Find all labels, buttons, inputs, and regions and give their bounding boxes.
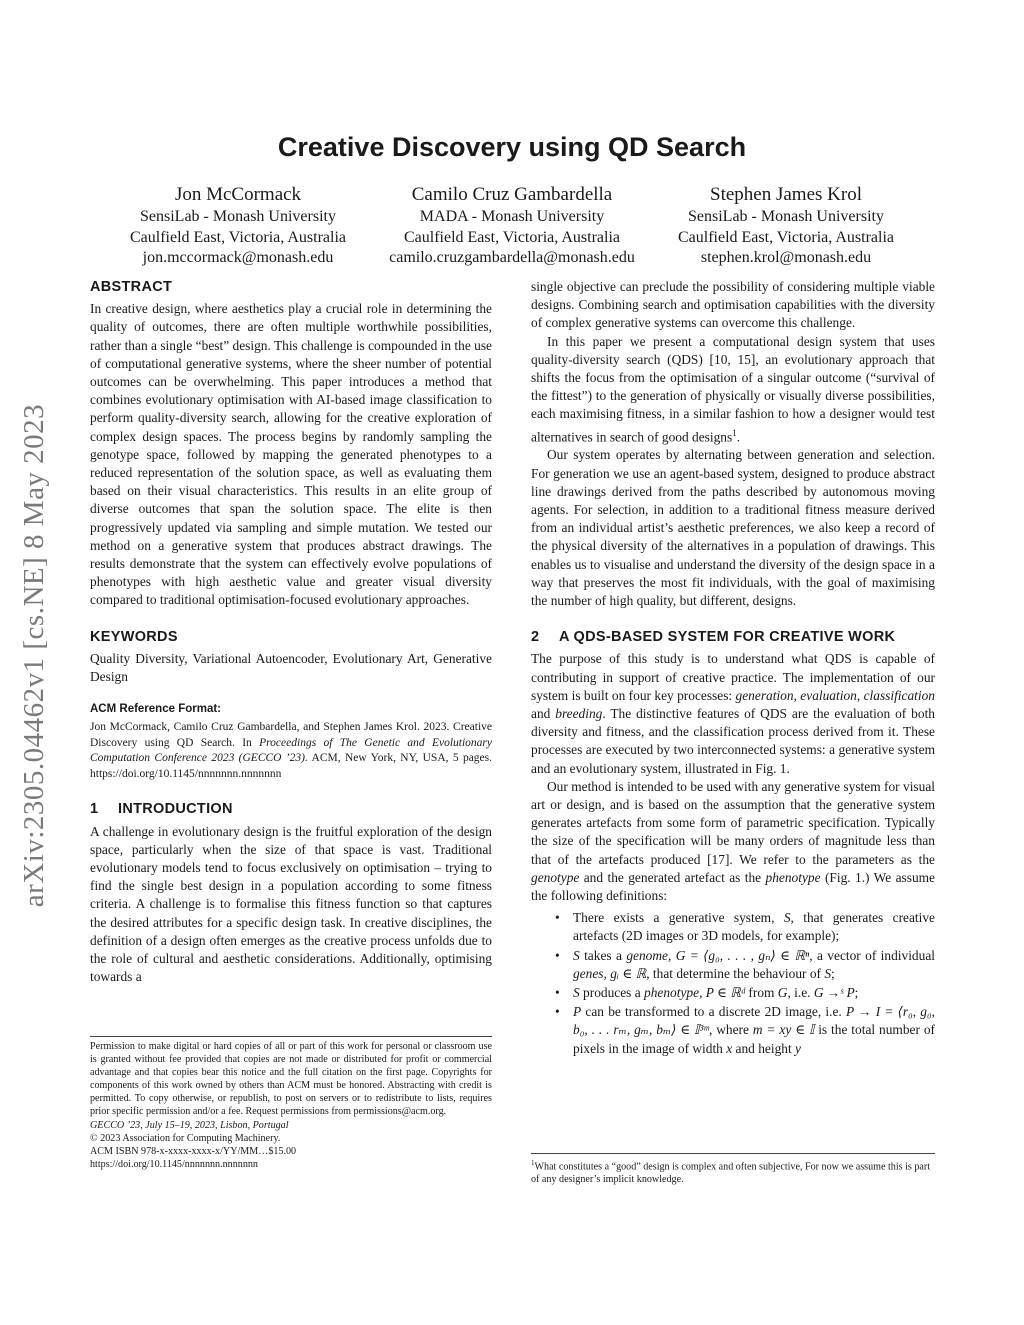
text-run: , a vector of individual	[809, 947, 935, 963]
definition-item	[531, 947, 935, 983]
section-number: 1	[90, 801, 99, 818]
emphasis: genotype	[531, 869, 580, 885]
text-run: is the total number of pixels in the image of width	[573, 1022, 935, 1056]
math: S	[573, 947, 580, 963]
intro-paragraph-2-end: .	[736, 429, 741, 445]
doi-link[interactable]: https://doi.org/10.1145/nnnnnnn.nnnnnnn	[90, 1158, 258, 1170]
author-name: Camilo Cruz Gambardella	[411, 184, 613, 205]
author-2	[376, 183, 648, 269]
section-2-heading	[531, 628, 935, 646]
text-run: and	[531, 705, 556, 721]
footnote-text: What constitutes a “good” design is complex and often subjective, For now we assume this is part of any designer’s implicit knowledge.	[531, 1161, 931, 1186]
paper-title: Creative Discovery using QD Search	[277, 132, 747, 162]
math: , P ∈ ℝᵈ	[699, 984, 746, 1000]
intro-paragraph-1: A challenge in evolutionary design is the fruitful exploration of the design space, particularly when the size of that space is vast. Traditional evolutionary models tend to focus exclusively on optimisation – trying to find the single best design in a population according to some fitness criteria. A challenge is to formalise this fitness function so that captures the desired attributes for a specific design task. In creative disciplines, the definition of a design often emerges as the creative process unfolds due to the role of cultural and aesthetic considerations. Additionally, optimising towards a	[90, 823, 492, 985]
footnote-number: 1	[531, 1159, 535, 1167]
author-affiliation: SensiLab - Monash University	[140, 208, 336, 225]
intro-paragraph-3: Our system operates by alternating between generation and selection. For generation we use an agent-based system, designed to produce abstract line drawings derived from the paths described by autonomous moving agents. For selection, in addition to a traditional fitness measure derived from an individual artist’s aesthetic preferences, we also keep a record of the physical diversity of the alternatives in a population of drawings. This enables us to visualise and understand the diversity of the design space in a way that preserves the most fit individuals, with the goal of maximising the number of high quality, but different, designs.	[531, 447, 935, 608]
text-run: ;	[831, 965, 835, 981]
left-column	[90, 278, 492, 987]
emphasis: genes	[573, 965, 604, 981]
section-2-paragraph-2	[531, 778, 935, 905]
acm-reference-details: ACM, New York, NY, USA, 5 pages. https://doi.org/10.1145/nnnnnnn.nnnnnnn	[90, 752, 492, 780]
acm-reference-heading: ACM Reference Format:	[90, 703, 221, 716]
isbn-line: ACM ISBN 978-x-xxxx-xxxx-x/YY/MM…$15.00	[90, 1145, 297, 1157]
keywords-text: Quality Diversity, Variational Autoencoder, Evolutionary Art, Generative Design	[90, 650, 492, 685]
author-name: Jon McCormack	[174, 184, 302, 205]
permission-text: Permission to make digital or hard copies of all or part of this work for personal or classroom use is granted without fee provided that copies are not made or distributed for profit or commercial advantage and that copies bear this notice and the full citation on the first page. Copyrights for components of this work owned by others than ACM must be honored. Abstracting with credit is permitted. To copy otherwise, or republish, to post on servers or to redistribute to lists, requires prior specific permission and/or a fee. Request permissions from permissions@acm.org.	[90, 1041, 492, 1118]
intro-paragraph-2-text: In this paper we present a computational design system that uses quality-diversity search (QDS) [10, 15], an evolutionary approach that shifts the focus from the optimisation of a singular outcome (“survival of the fittest”) to the generation of physically or visually diverse possibilities, each maximising fitness, in a similar fashion to how a designer would test alternatives in search of good designs	[531, 333, 935, 445]
section-number: 2	[531, 629, 540, 646]
text-run: produces a	[579, 984, 645, 1000]
author-location: Caulfield East, Victoria, Australia	[677, 228, 895, 246]
text-run: , that determine the behaviour of	[646, 965, 825, 981]
author-affiliation: MADA - Monash University	[419, 208, 605, 225]
math: m = xy ∈ 𝕀	[752, 1022, 815, 1038]
definition-item	[531, 909, 935, 945]
text-run: (Fig. 1.) We assume the following definitions:	[531, 869, 936, 903]
math: P	[573, 1004, 582, 1020]
text-run: , where	[708, 1022, 753, 1038]
emphasis: breeding	[555, 705, 603, 721]
arxiv-identifier-sidebar	[4, 350, 66, 960]
author-email: stephen.krol@monash.edu	[700, 249, 872, 266]
author-1	[108, 183, 368, 269]
permission-block	[90, 1036, 492, 1171]
text-run: and height	[732, 1040, 796, 1056]
text-run: ;	[854, 984, 859, 1000]
author-email: jon.mccormack@monash.edu	[142, 249, 334, 266]
emphasis: generation, evaluation, classification	[735, 687, 935, 703]
text-run: Our method is intended to be used with any generative system for visual art or design, and is based on the assumption that the generative system generates artefacts from some form of parametric specification. Typically the size of the specification will be many orders of magnitude less than that of the artefacts produced [17]. We refer to the parameters as the	[531, 778, 935, 867]
author-location: Caulfield East, Victoria, Australia	[129, 228, 347, 246]
conference-name: GECCO ’23, July 15–19, 2023, Lisbon, Portugal	[90, 1119, 289, 1131]
section-title: A QDS-BASED SYSTEM FOR CREATIVE WORK	[559, 629, 896, 646]
author-block	[0, 183, 1024, 266]
abstract-heading: ABSTRACT	[90, 279, 173, 295]
math: x	[726, 1040, 733, 1056]
math: S	[824, 965, 832, 981]
math: P → I = ⟨r₀, g₀, b₀, . . . rₘ, gₘ, bₘ⟩ ∈ 𝕀³ᵐ	[573, 1004, 935, 1038]
acm-reference-authors: Jon McCormack, Camilo Cruz Gambardella, and Stephen James Krol. 2023. Creative Discovery using QD Search. In	[90, 721, 492, 749]
emphasis: phenotype	[644, 984, 700, 1000]
text-run: from	[745, 984, 778, 1000]
acm-reference	[90, 720, 492, 782]
section-2-paragraph-1	[531, 650, 935, 777]
text-run: takes a	[579, 947, 627, 963]
emphasis: phenotype	[765, 869, 821, 885]
author-name: Stephen James Krol	[710, 184, 862, 205]
copyright-line: © 2023 Association for Computing Machinery.	[90, 1132, 281, 1144]
abstract-text: In creative design, where aesthetics play a crucial role in determining the quality of outcomes, there are often multiple worthwhile possibilities, rather than a single “best” design. This challenge is compounded in the use of computational generative systems, where the sheer number of potential outcomes can be overwhelming. This paper introduces a method that combines evolutionary optimisation with AI-based image classification to perform quality-diversity search, allowing for the creative exploration of complex design spaces. The process begins by randomly sampling the genotype space, followed by mapping the generated phenotypes to a reduced representation of the solution space, as well as evaluating them based on their visual characteristics. This results in an elite group of diverse outcomes that span the solution space. The elite is then progressively updated via sampling and simple mutation. We tested our method on a generative system that produces abstract drawings. The results demonstrate that the system can effectively evolve populations of phenotypes with high aesthetic value and greater visual diversity compared to traditional optimisation-focused evolutionary approaches.	[90, 301, 492, 608]
math: S	[783, 910, 791, 926]
math: G	[777, 984, 788, 1000]
text-run: can be transformed to a discrete 2D image, i.e.	[581, 1004, 846, 1020]
definition-item	[531, 1003, 935, 1058]
author-3	[656, 183, 916, 269]
footnote	[531, 1153, 935, 1187]
right-column	[531, 278, 935, 1059]
definitions-list	[531, 909, 935, 1058]
section-title: INTRODUCTION	[118, 801, 233, 818]
author-affiliation: SensiLab - Monash University	[688, 208, 884, 225]
definition-item	[531, 984, 935, 1002]
text-run: . The distinctive features of QDS are the evaluation of both diversity and fitness, and the classification process derived from it. These processes are executed by two interconnected systems: a generative system and an evolutionary system, illustrated in Fig. 1.	[531, 705, 935, 776]
arxiv-id: arXiv:2305.04462v1 [cs.NE] 8 May 2023	[18, 403, 51, 907]
text-run: The purpose of this study is to understand what QDS is capable of contributing in support of creative practice. The implementation of our system is built on four key processes:	[531, 651, 935, 703]
intro-paragraph-2	[531, 333, 935, 447]
author-location: Caulfield East, Victoria, Australia	[403, 228, 621, 246]
text-run: , i.e.	[787, 984, 814, 1000]
acm-reference-venue: Proceedings of The Genetic and Evolutionary Computation Conference 2023 (GECCO ’23).	[90, 736, 492, 765]
keywords-heading: KEYWORDS	[90, 628, 178, 645]
math: y	[795, 1040, 801, 1056]
text-run: and the generated artefact as the	[579, 869, 766, 885]
text-run: , that generates creative artefacts (2D images or 3D models, for example);	[573, 910, 935, 944]
math: S	[573, 984, 580, 1000]
text-run: There exists a generative system,	[573, 910, 784, 926]
math: , G = ⟨g₀, . . . , gₙ⟩ ∈ ℝⁿ	[667, 947, 810, 963]
intro-paragraph-1-continued: single objective can preclude the possibility of considering multiple viable designs. Combining search and optimisation capabilities with the diversity of complex generative systems can overcome this challenge.	[531, 279, 935, 331]
math: G →ˢ P	[813, 984, 855, 1000]
author-email: camilo.cruzgambardella@monash.edu	[389, 249, 635, 266]
emphasis: genome	[626, 947, 668, 963]
conference-line	[90, 1119, 492, 1132]
footnote-mark[interactable]: 1	[732, 427, 737, 438]
section-1-heading	[90, 800, 492, 818]
math: , gᵢ ∈ ℝ	[603, 965, 647, 981]
